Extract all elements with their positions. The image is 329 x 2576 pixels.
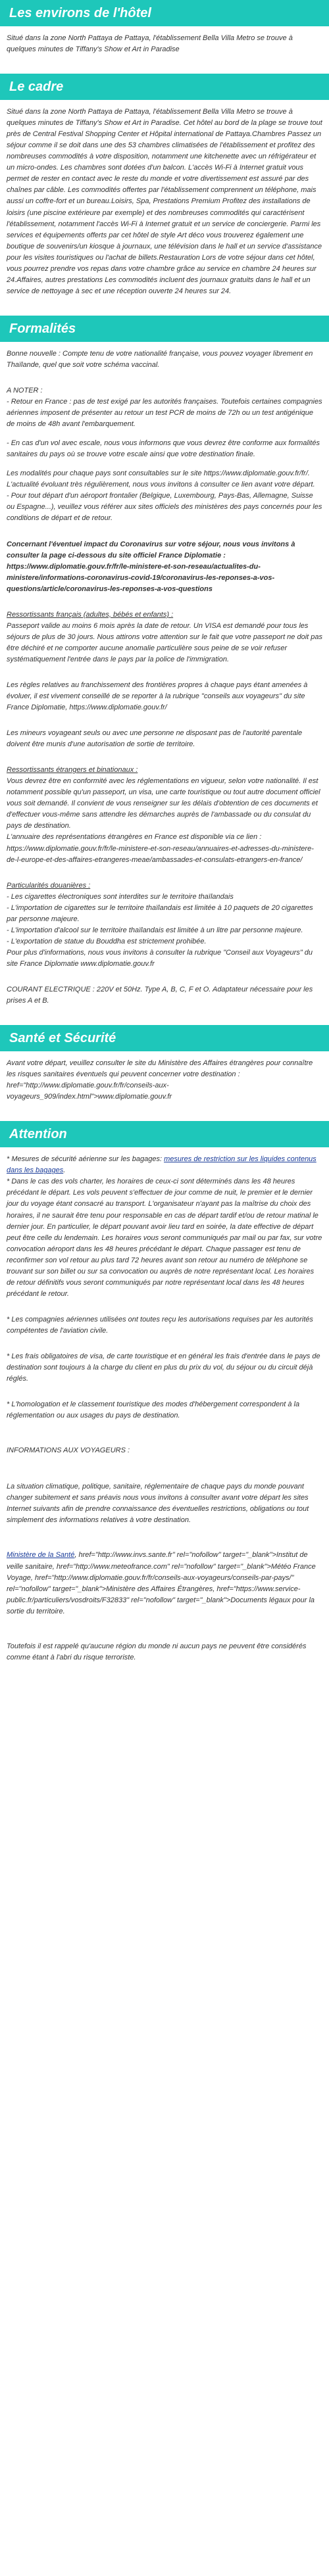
particularites-5: Pour plus d'informations, nous vous invitons à consulter la rubrique "Conseil aux Voyageurs" du site France Diplomatie www.diplomatie.gouv.fr — [7, 948, 313, 968]
section-title-sante: Santé et Sécurité — [0, 1025, 329, 1051]
note-1: - Retour en France : pas de test exigé par les autorités françaises. Toutefois certaines compagnies aériennes imposent de présenter au retour un test PCR de moins de 72h ou un test antigénique de moins de 48h avant l'embarquement. — [7, 398, 322, 429]
section-content-formalites — [0, 348, 329, 1007]
etrangers-text-2: L'annuaire des représentations étrangères en France est disponible via ce lien : https://www.diplomatie.gouv.fr/fr/le-ministere-et-son-reseau/annuaires-et-adresses-du-ministere-de-l-europe-et-des-affaires-etrangeres-meae/ambassades-et-consulats-etrangers-en-france/ — [7, 833, 314, 864]
note-2: - En cas d'un vol avec escale, nous vous informons que vous devrez être conforme aux formalités sanitaires du pays où se trouve votre escale ainsi que votre destination finale. — [7, 439, 320, 459]
section-content-attention — [0, 1154, 329, 1663]
section-environs — [0, 0, 329, 55]
section-sante — [0, 1025, 329, 1103]
section-title-environs: Les environs de l'hôtel — [0, 0, 329, 26]
section-title-cadre: Le cadre — [0, 74, 329, 100]
section-formalites — [0, 316, 329, 1007]
particularites-3: - L'importation d'alcool sur le territoire thaïlandais est limitée à un litre par personne majeure. — [7, 926, 303, 934]
note-title: A NOTER : — [7, 386, 43, 394]
section-attention — [0, 1121, 329, 1663]
terrorisme-text: Toutefois il est rappelé qu'aucune région du monde ni aucun pays ne peuvent être considérés comme étant à l'abri du risque terroriste. — [7, 1642, 307, 1661]
sante-text: Avant votre départ, veuillez consulter le site du Ministère des Affaires étrangères pour connaître les risques sanitaires éventuels qui peuvent concerner votre destination : href="http://www.diplomatie.gouv.fr/fr/conseils-aux-voyageurs_909/index.html">www.diplomatie.gouv.fr — [7, 1059, 313, 1101]
section-content-environs — [0, 33, 329, 55]
regles-text: Les règles relatives au franchissement des frontières propres à chaque pays étant amenées à évoluer, il est vivement conseillé de se reporter à la rubrique "conseils aux voyageurs" du site France Diplomatie, https://www.diplomatie.gouv.fr/ — [7, 680, 308, 712]
note-4: - Pour tout départ d'un aéroport frontalier (Belgique, Luxembourg, Pays-Bas, Allemagne, Suisse ou Espagne...), veuillez vous référer aux sites officiels des ministères des pays concernés pour les conditions de départ et de retour. — [7, 492, 322, 523]
bagages-link[interactable]: mesures de restriction sur les liquides contenus dans les bagages — [7, 1155, 316, 1175]
bagages-suffix: . — [63, 1166, 66, 1175]
etrangers-title: Ressortissants étrangers et binationaux : — [7, 766, 138, 775]
bagages-paragraph — [7, 1154, 322, 1176]
frais-text: * Les frais obligatoires de visa, de carte touristique et en général les frais d'entrée dans le pays de destination sont toujours à la charge du client en plus du prix du vol, du séjour ou du circuit déjà réglés. — [7, 1352, 320, 1383]
particularites-1: - Les cigarettes électroniques sont interdites sur le territoire thaïlandais — [7, 892, 234, 901]
particularites-2: - L'importation de cigarettes sur le territoire thaïlandais est limitée à 10 paquets de 20 cigarettes par personne majeure. — [7, 903, 313, 923]
covid-notice: Concernant l'éventuel impact du Coronavirus sur votre séjour, nous vous invitons à consulter la page ci-dessous du site officiel France Diplomatie : https://www.diplomatie.gouv.fr/fr/le-ministere-et-son-reseau/actualites-du-ministere/informations-coronavirus-covid-19/coronavirus-les-reponses-a-vos-questions/article/coronavirus-les-reponses-a-vos-questions — [7, 540, 295, 593]
section-content-cadre — [0, 107, 329, 297]
ministere-sante-link[interactable]: Ministère de la Santé — [7, 1551, 75, 1560]
particularites-4: - L'exportation de statue du Bouddha est strictement prohibée. — [7, 937, 207, 945]
environs-text: Situé dans la zone North Pattaya de Pattaya, l'établissement Bella Villa Metro se trouve à quelques minutes de Tiffany's Show et Art in Paradise — [7, 34, 293, 54]
section-content-sante — [0, 1058, 329, 1103]
note-3: Les modalités pour chaque pays sont consultables sur le site https://www.diplomatie.gouv.fr/fr/. L'actualité évoluant très régulièrement, nous vous invitons à consulter ce lien avant votre départ. — [7, 469, 315, 489]
courant-electrique: COURANT ELECTRIQUE : 220V et 50Hz. Type A, B, C, F et O. Adaptateur nécessaire pour les prises A et B. — [7, 986, 313, 1005]
resortissants-title: Ressortissants français (adultes, bébés et enfants) : — [7, 610, 174, 619]
mineurs-text: Les mineurs voyageant seuls ou avec une personne ne disposant pas de l'autorité parentale doivent être munis d'une autorisation de sortie de territoire. — [7, 729, 303, 749]
section-title-attention: Attention — [0, 1121, 329, 1147]
infos-voyageurs-title: INFORMATIONS AUX VOYAGEURS : — [7, 1446, 130, 1455]
section-title-formalites: Formalités — [0, 316, 329, 342]
etrangers-text: Vous devrez être en conformité avec les réglementations en vigueur, selon votre nationalité. Il est notamment possible qu'un passeport, un visa, une carte touristique ou tout autre document officiel vous soit demandé. Il convient de vous renseigner sur les délais d'obtention de ces documents et d'effectuer vous-même sans attendre les démarches auprès de l'ambassade ou du consulat du pays de destination. — [7, 777, 320, 830]
bagages-prefix: * Mesures de sécurité aérienne sur les bagages: — [7, 1155, 164, 1164]
homologation-text: * L'homologation et le classement touristique des modes d'hébergement correspondent à la réglementation ou aux usages du pays de destination. — [7, 1400, 300, 1420]
resortissants-text: Passeport valide au moins 6 mois après la date de retour. Un VISA est demandé pour tous les séjours de plus de 30 jours. Nous attirons votre attention sur le fait que votre passeport ne doit pas être déchiré et ne comporter aucune anomalie particulière sous peine de se voir refuser systématiquement l'entrée dans le pays par la police de l'immigration. — [7, 621, 322, 663]
situation-text: La situation climatique, politique, sanitaire, réglementaire de chaque pays du monde pouvant changer subitement et sans préavis nous vous invitons à consulter avant votre départ les sites Internet suivants afin de prendre connaissance des éventuelles restrictions, obligations ou tout simplement des informations relatives à votre destination. — [7, 1483, 309, 1525]
links-text: , href="http://www.invs.sante.fr" rel="nofollow" target="_blank">Institut de veille sanitaire, href="http://www.meteofrance.com" rel="nofollow" target="_blank">Météo France Voyage, href="http://www.diplomatie.gouv.fr/fr/conseils-aux-voyageurs/conseils-par-pays/" rel="nofollow" target="_blank">Ministère des Affaires Étrangères, href="https://www.service-public.fr/particuliers/vosdroits/F32833" rel="nofollow" target="_blank">Documents légaux pour la sortie du territoire. — [7, 1551, 316, 1615]
links-paragraph — [7, 1550, 322, 1617]
section-cadre — [0, 74, 329, 297]
horaires-text: * Dans le cas des vols charter, les horaires de ceux-ci sont déterminés dans les 48 heures précédant le départ. Les vols peuvent s'effectuer de jour comme de nuit, le premier et le dernier jour du voyage étant consacré au transport. L'organisateur n'ayant pas la maîtrise du choix des horaires, il ne saurait être tenu pour responsable en cas de départ tardif et/ou de retour matinal le dernier jour. En particulier, le départ pouvant avoir lieu tard en soirée, la date effective de départ peut être celle du lendemain. Les horaires vous seront communiqués par mail ou par fax, sur votre convocation aéroport dans les 48 heures précédant le départ. Chaque passager est tenu de reconfirmer son vol retour au plus tard 72 heures avant son retour au numéro de téléphone se trouvant sur son billet ou sur sa convocation ou auprès de notre représentant local. Les horaires de retour définitifs vous seront communiqués par notre représentant local dans les 48 heures précédant le retour. — [7, 1178, 322, 1298]
particularites-title: Particularités douanières : — [7, 881, 91, 890]
formalites-intro: Bonne nouvelle : Compte tenu de votre nationalité française, vous pouvez voyager librement en Thaïlande, quel que soit votre schéma vaccinal. — [7, 349, 313, 369]
compagnies-text: * Les compagnies aériennes utilisées ont toutes reçu les autorisations requises par les autorités compétentes de l'aviation civile. — [7, 1315, 313, 1335]
cadre-text: Situé dans la zone North Pattaya de Pattaya, l'établissement Bella Villa Metro se trouve à quelques minutes de Tiffany's Show et Art in Paradise. Cet hôtel au bord de la plage se trouve tout près de Central Festival Shopping Center et Hôpital international de Pattaya.Chambres Passez un séjour comme il se doit dans une des 53 chambres climatisées de l'établissement et profitez des nombreuses commodités à votre disposition, notamment une kitchenette avec un réfrigérateur et un micro-ondes. Les chambres sont dotées d'un balcon. L'accès Wi-Fi à Internet gratuit vous permet de rester en contact avec le reste du monde et votre divertissement est assuré par des chaînes par câble. Les commodités offertes par l'établissement comprennent un téléphone, mais aussi un coffre-fort et un bureau.Loisirs, Spa, Prestations Premium Profitez des installations de loisirs (une piscine extérieure par exemple) et des nombreuses commodités qui caractérisent l'établissement, notamment l'accès Wi-Fi à Internet gratuit et un service de conciergerie. Parmi les services et équipements offerts par cet hôtel de style Art déco vous trouverez également une boutique de souvenirs/un kiosque à journaux, une télévision dans le hall et un service d'assistance pour les visites touristiques ou l'achat de billets.Restauration Lors de votre séjour dans cet hôtel, vous pourrez prendre vos repas dans votre chambre grâce au service en chambre 24 heures sur 24.Affaires, autres prestations Les commodités incluent des journaux gratuits dans le hall et un service de nettoyage à sec et une réception ouverte 24 heures sur 24. — [7, 108, 322, 295]
